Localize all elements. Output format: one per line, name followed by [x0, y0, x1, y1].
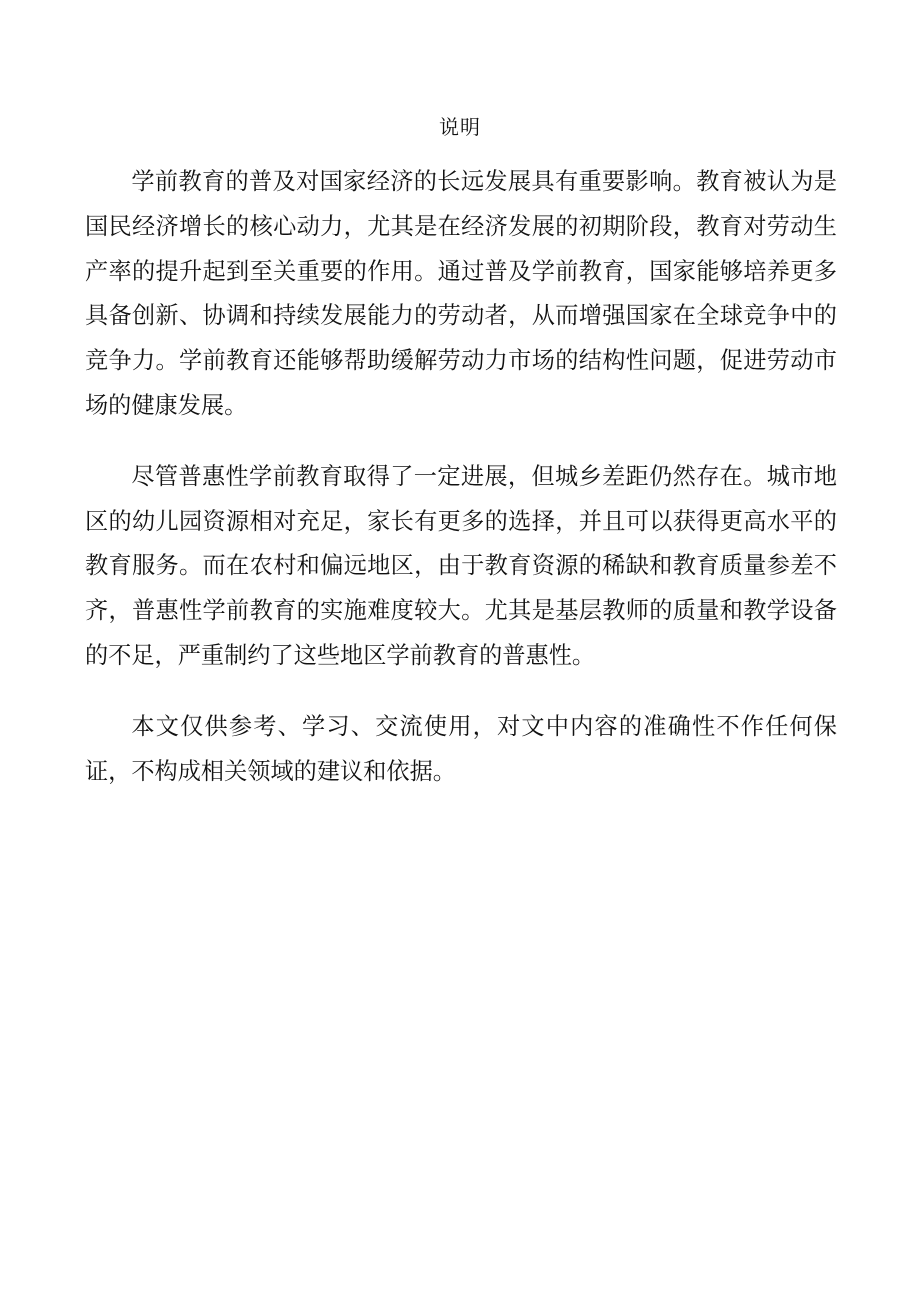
document-title: 说明 — [439, 115, 481, 139]
paragraph-3: 本文仅供参考、学习、交流使用，对文中内容的准确性不作任何保证，不构成相关领域的建议和依据。 — [85, 712, 837, 785]
paragraph-1: 学前教育的普及对国家经济的长远发展具有重要影响。教育被认为是国民经济增长的核心动力，尤其是在经济发展的初期阶段，教育对劳动生产率的提升起到至关重要的作用。通过普及学前教育，国家能够培养更多具备创新、协调和持续发展能力的劳动者，从而增强国家在全球竞争中的竞争力。学前教育还能够帮助缓解劳动力市场的结构性问题，促进劳动市场的健康发展。 — [85, 168, 837, 419]
paragraph-2: 尽管普惠性学前教育取得了一定进展，但城乡差距仍然存在。城市地区的幼儿园资源相对充足，家长有更多的选择，并且可以获得更高水平的教育服务。而在农村和偏远地区，由于教育资源的稀缺和教育质量参差不齐，普惠性学前教育的实施难度较大。尤其是基层教师的质量和教学设备的不足，严重制约了这些地区学前教育的普惠性。 — [85, 462, 837, 669]
document-body — [85, 160, 837, 820]
